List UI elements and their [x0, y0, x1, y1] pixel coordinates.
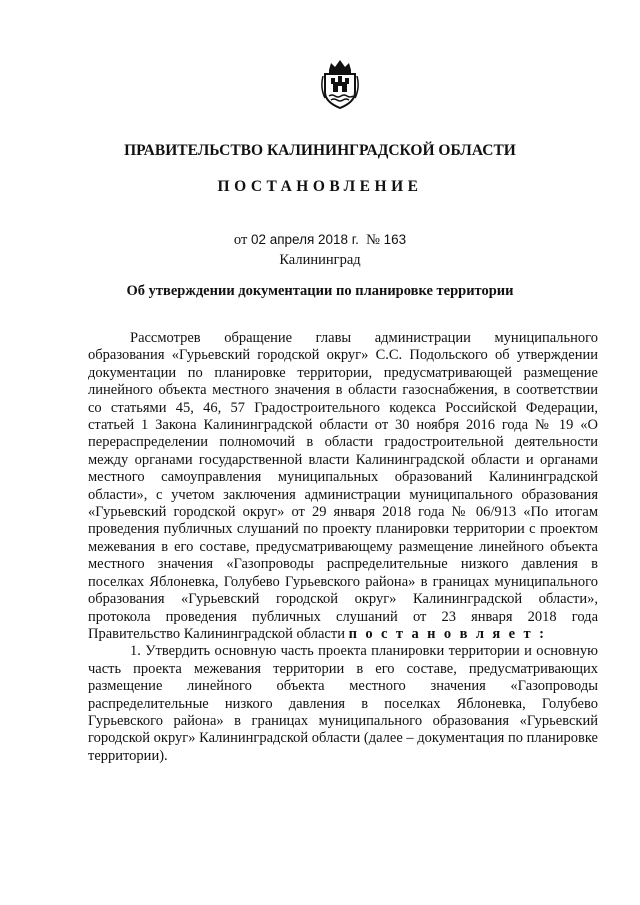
document-body — [88, 330, 598, 765]
government-name: ПРАВИТЕЛЬСТВО КАЛИНИНГРАДСКОЙ ОБЛАСТИ — [124, 142, 516, 159]
decision-word: п о с т а н о в л я е т : — [348, 625, 547, 642]
coat-of-arms-icon — [319, 58, 361, 110]
preamble-paragraph — [88, 330, 598, 643]
preamble-text: Рассмотрев обращение главы администрации муниципального образования «Гурьевский городской округ» С.С. Подольского об утверждении документации по планировке территории, предусматривающей размещение линейного объекта местного значения в области газоснабжения, в соответствии со статьями 45, 46, 57 Градостроительного кодекса Российской Федерации, статьей 1 Закона Калининградской области от 30 ноября 2016 года № 19 «О перераспределении полномочий в области градостроительной деятельности между органами государственной власти Калининградской области и органами местного самоуправления муниципальных образований Калининградской области», с учетом заключения администрации муниципального образования «Гурьевский городской округ» от 29 января 2018 года № 06/913 «По итогам проведения публичных слушаний по проекту планировки территории с проектом межевания в его составе, предусматривающему размещение линейного объекта местного значения «Газопроводы распределительные низкого давления в поселках Яблоневка, Голубево Гурьевского района» в границах муниципального образования «Гурьевский городской округ» Калининградской области», протокола проведения публичных слушаний от 23 января 2018 года Правительство Калининградской области — [88, 330, 598, 642]
document-number: 163 — [383, 232, 407, 247]
document-subject: Об утверждении документации по планировке территории — [126, 283, 514, 299]
city: Калининград — [279, 252, 361, 268]
number-sign: № — [366, 232, 380, 248]
item-1-paragraph: 1. Утвердить основную часть проекта планировки территории и основную часть проекта межевания территории в его составе, предусматривающих размещение линейного объекта местного значения «Газопроводы распределительные низкого давления в поселках Яблоневка, Голубево Гурьевского района» в границах муниципального образования «Гурьевский городской округ» Калининградской области (далее – документация по планировке территории). — [88, 643, 598, 764]
date-prefix: от — [233, 232, 248, 248]
document-type: ПОСТАНОВЛЕНИЕ — [217, 178, 423, 195]
dateline — [0, 232, 640, 249]
document-date: 02 апреля 2018 г. — [250, 232, 359, 247]
